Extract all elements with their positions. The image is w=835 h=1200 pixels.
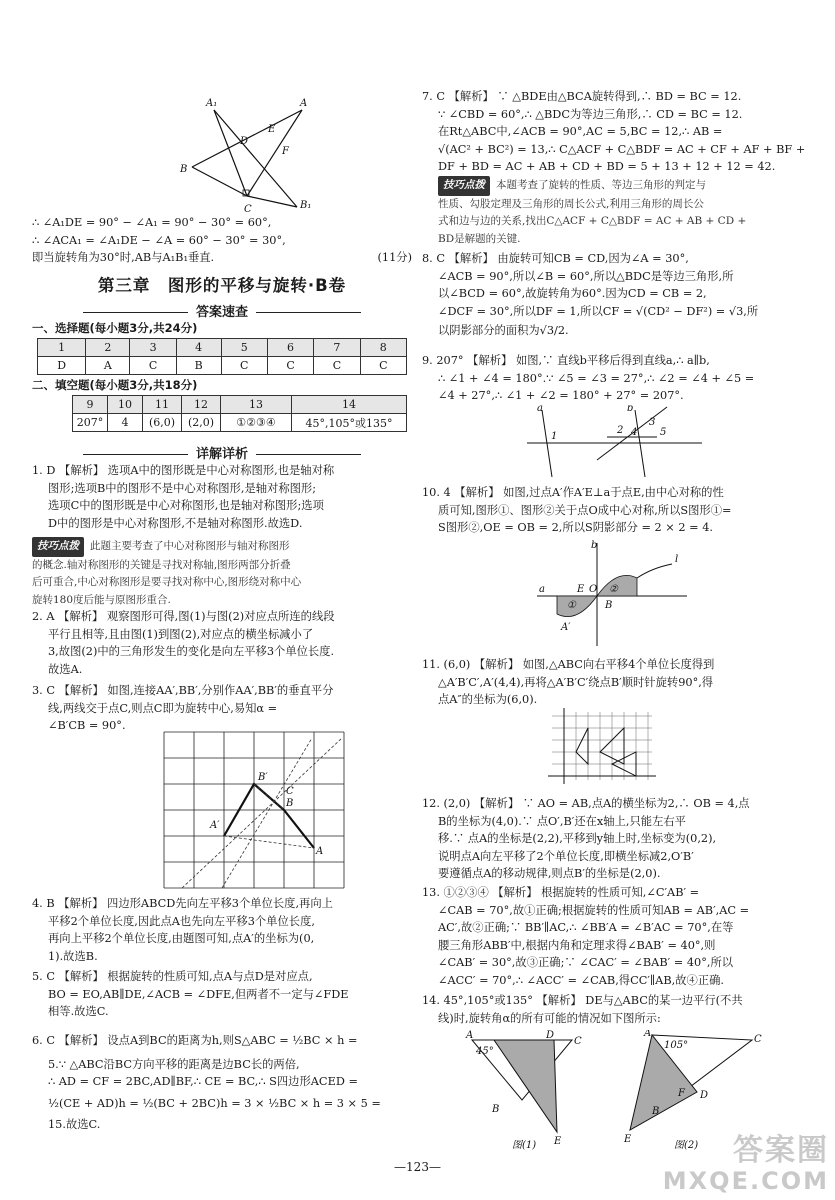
watermark-text: 答案圈 <box>733 1133 829 1168</box>
text-line: 7. C 【解析】 ∵ △BDE由△BCA旋转得到,∴ BD = BC = 12. <box>422 90 742 103</box>
text-line: ∠ACB = 90°,所以∠B = 60°,所以△BDC是等边三角形,所 <box>438 269 734 283</box>
watermark-sub: MXQE.COM <box>662 1167 829 1195</box>
fig-label: D <box>546 1030 555 1041</box>
text-line: 1. D 【解析】 选项A中的图形既是中心对称图形,也是轴对称 <box>32 464 335 477</box>
text-line: 要遵循点A的移动规律,则点B′的坐标是(2,0). <box>438 867 661 881</box>
fig-angle-label: 105° <box>664 1040 689 1051</box>
text-line: ∵ ∠CBD = 60°,∴ △BDC为等边三角形,∴ CD = BC = 12. <box>438 107 743 121</box>
table-row <box>73 414 407 432</box>
grid-lines <box>552 712 652 780</box>
text-line: 以∠BCD = 60°,故旋转角为60°.因为CD = CB = 2, <box>438 287 707 301</box>
text-line: 2. A 【解析】 观察图形可得,图(1)与图(2)对应点所连的线段 <box>32 610 335 623</box>
table-cell: 8 <box>360 339 406 357</box>
table-cell: C <box>221 357 267 375</box>
fig-label-e: E <box>268 124 276 135</box>
fig-label: C <box>574 1036 582 1047</box>
fig-label-f: F <box>282 146 289 157</box>
table-cell: 13 <box>221 396 292 414</box>
table-cell: 7 <box>314 339 360 357</box>
fig-label: B <box>605 600 613 611</box>
triangle-abc <box>576 728 588 764</box>
text-line: √(AC² + BC²) = 13,∴ C△ACF + C△BDF = AC + CF + AF + BF + <box>438 142 806 156</box>
fig-label: D <box>700 1090 709 1101</box>
top-conclusion <box>32 214 412 267</box>
question-5 <box>32 968 412 1021</box>
question-7 <box>422 88 808 176</box>
text-line: 点A″的坐标为(6,0). <box>438 693 538 707</box>
table-cell: 4 <box>108 414 143 432</box>
answer-table-1 <box>37 338 407 375</box>
grid-figure <box>162 730 347 890</box>
text-line: 相等.故选C. <box>48 1005 109 1019</box>
text-span: 即当旋转角为30°时,AB与A₁B₁垂直. <box>32 251 215 265</box>
question-9 <box>422 352 808 405</box>
text-line: DF + BD = AC + AB + CD + BD = 5 + 13 + 12 + 12 = 42. <box>438 160 776 174</box>
table-row <box>73 396 407 414</box>
text-line: ∠DCF = 30°,所以DF = 1,所以CF = √(CD² − DF²) = √3,所 <box>438 304 759 318</box>
tip-7 <box>422 176 808 248</box>
text-line: ∴ ∠A₁DE = 90° − ∠A₁ = 90° − 30° = 60°, <box>32 216 272 229</box>
fig-label-a: A <box>300 98 308 109</box>
table-cell: 1 <box>38 339 86 357</box>
text-line: ∴ ∠1 + ∠4 = 180°.∵ ∠5 = ∠3 = 27°,∴ ∠2 = ∠4 + ∠5 = <box>438 371 755 385</box>
section-fill: 二、填空题(每小题3分,共18分) <box>32 378 198 392</box>
table-cell: 6 <box>267 339 313 357</box>
text-line: 1).故选B. <box>48 949 98 963</box>
table-cell: 2 <box>86 339 130 357</box>
fig-label: A <box>644 1030 652 1039</box>
text-span: 本题考查了旋转的性质、等边三角形的判定与 <box>496 179 706 191</box>
score: (11分) <box>377 251 412 265</box>
shaded-shape-1 <box>557 596 597 617</box>
fig-label: a <box>537 405 543 414</box>
fig-label: 2 <box>617 425 624 436</box>
triangle-ade <box>494 1040 557 1132</box>
text-span: 此题主要考查了中心对称图形与轴对称图形 <box>90 540 290 552</box>
fig-angle-label: 45° <box>476 1046 494 1057</box>
section-choice: 一、选择题(每小题3分,共24分) <box>32 321 198 335</box>
text-line: 选项C中的图形既是中心对称图形,也是轴对称图形;选项 <box>48 499 324 513</box>
tip-badge: 技巧点拨 <box>438 176 490 196</box>
fig-label-b: B <box>180 164 188 175</box>
answer-banner: 答案速查 <box>32 301 412 320</box>
table-cell: 10 <box>108 396 143 414</box>
text-line: ∴ AD = CF = 2BC,AD∥BF,∴ CE = BC,∴ S四边形ACED = <box>48 1075 358 1089</box>
table-cell: A <box>86 357 130 375</box>
question-13 <box>422 884 808 990</box>
fig-label: 4 <box>631 427 638 438</box>
question-11 <box>422 656 808 709</box>
fig-label-d: D <box>240 136 249 147</box>
fig-label: E <box>577 584 585 595</box>
fig-label: ① <box>567 600 576 611</box>
text-line: 图形;选项B中的图形不是中心对称图形,是轴对称图形; <box>48 481 317 495</box>
chapter-title: 第三章 图形的平移与旋转·B卷 <box>97 276 347 295</box>
coordinate-grid-figure <box>542 708 657 788</box>
text-line: 9. 207° 【解析】 如图,∵ 直线b平移后得到直线a,∴ a∥b, <box>422 354 710 367</box>
table-cell: 207° <box>73 414 108 432</box>
fig-label: b <box>591 540 598 551</box>
fig-label: 1 <box>551 431 558 442</box>
text-line: 6. C 【解析】 设点A到BC的距离为h,则S△ABC = ½BC × h = <box>32 1034 358 1047</box>
text-line: △A′B′C′,A′(4,4),再将△A′B′C′绕点B′顺时针旋转90°,得 <box>438 675 714 689</box>
figure-14-1 <box>462 1030 602 1150</box>
text-line: 平移2个单位长度,因此点A也先向左平移3个单位长度, <box>48 914 315 928</box>
fig-label: E <box>624 1134 632 1145</box>
fig-label: A <box>466 1030 474 1041</box>
table-cell: (6,0) <box>143 414 182 432</box>
text-line: 15.故选C. <box>48 1118 101 1132</box>
fig-label: O <box>589 584 598 595</box>
text-line: ∠ACC′ = 70°,∴ ∠ACC′ = ∠CAB,得CC′∥AB,故④正确. <box>438 973 724 987</box>
table-cell: B <box>176 357 221 375</box>
table-cell: 12 <box>182 396 221 414</box>
table-cell: (2,0) <box>182 414 221 432</box>
fig-label: F <box>678 1088 685 1099</box>
table-row <box>38 357 407 375</box>
text-line <box>32 249 412 267</box>
table-cell: D <box>38 357 86 375</box>
watermark-logo <box>662 1133 829 1196</box>
rotated-path <box>224 784 314 848</box>
text-line: 5.∵ △ABC沿BC方向平移的距离是边BC长的两倍, <box>48 1057 300 1071</box>
text-line: AC′,故②正确;∵ BB′∥AC,∴ ∠BB′A = ∠B′AC = 70°,在等 <box>438 921 734 935</box>
text-line: 14. 45°,105°或135° 【解析】 DE与△ABC的某一边平行(不共 <box>422 994 743 1007</box>
table-row <box>38 339 407 357</box>
text-line: 再向上平移2个单位长度,由题图可知,点A′的坐标为(0, <box>48 932 315 946</box>
text-line: ½(CE + AD)h = ½(BC + 2BC)h = 3 × ½BC × h = 3 × 5 = <box>48 1096 381 1110</box>
table-cell: 4 <box>176 339 221 357</box>
grid-lines <box>164 732 344 888</box>
fig-label: A′ <box>561 622 571 633</box>
table-cell: C <box>130 357 176 375</box>
table-cell: 3 <box>130 339 176 357</box>
text-line: S图形②,OE = OB = 2,所以S阴影部分 = 2 × 2 = 4. <box>438 521 713 535</box>
fig-label: E <box>554 1136 562 1147</box>
fig-label-a1: A₁ <box>206 98 218 109</box>
text-line: BO = EO,AB∥DE,∠ACB = ∠DFE,但两者不一定与∠FDE <box>48 987 349 1001</box>
text-line: 线)时,旋转角α的所有可能的情况如下图所示: <box>438 1011 661 1025</box>
text-line: 说明点A向左平移了2个单位长度,即横坐标减2,O′B′ <box>438 849 694 863</box>
text-line: 4. B 【解析】 四边形ABCD先向左平移3个单位长度,再向上 <box>32 897 333 910</box>
dashed-bisector <box>222 738 312 888</box>
text-line: 故选A. <box>48 662 83 676</box>
question-2 <box>32 608 412 678</box>
text-line: ∠CAB = 70°,故①正确;根据旋转的性质可知AB = AB′,AC = <box>438 903 750 917</box>
question-10 <box>422 484 808 537</box>
dashed-connector <box>224 836 314 848</box>
fig-line-bc <box>192 167 247 196</box>
fig-label-b1: B₁ <box>300 200 312 211</box>
fig-label: 3 <box>649 417 656 428</box>
text-line: ∠B′CB = 90°. <box>48 719 126 733</box>
grid-label: B <box>286 798 294 809</box>
fig-caption: 图(1) <box>512 1140 537 1150</box>
fig-label: b <box>627 405 634 414</box>
text-line: 旋转180度后能与原图形重合. <box>32 593 171 606</box>
table-cell: C <box>360 357 406 375</box>
table-cell: 5 <box>221 339 267 357</box>
page-number: —123— <box>394 1160 441 1174</box>
fig-label: l <box>675 554 679 565</box>
text-line: B的坐标为(4,0).∵ 点O′,B′还在x轴上,只能左右平 <box>438 814 686 828</box>
tip-1 <box>32 537 412 609</box>
fig-caption: 图(2) <box>674 1140 699 1150</box>
text-line: 13. ①②③④ 【解析】 根据旋转的性质可知,∠C′AB′ = <box>422 886 700 899</box>
text-line: 12. (2,0) 【解析】 ∵ AO = AB,点A的横坐标为2,∴ OB = 4,点 <box>422 797 750 810</box>
dashed-bisector <box>182 738 342 888</box>
text-line: ∠CAB′ = 30°,故③正确;∵ ∠CAC′ = ∠BAB′ = 40°,所以 <box>438 956 734 970</box>
fig-label: C <box>754 1034 762 1045</box>
text-line: 以阴影部分的面积为√3/2. <box>438 324 569 338</box>
question-8 <box>422 250 808 340</box>
grid-label: A′ <box>210 820 220 831</box>
table-cell: C <box>314 357 360 375</box>
text-line: ∠4 + 27°,∴ ∠1 + ∠2 = 180° + 27° = 207°. <box>438 389 684 403</box>
text-line: 质可知,图形①、图形②关于点O成中心对称,所以S图形①= <box>438 503 732 517</box>
table-cell: 9 <box>73 396 108 414</box>
fig-label: ② <box>609 584 618 595</box>
question-14 <box>422 992 808 1027</box>
tip-badge: 技巧点拨 <box>32 537 84 557</box>
text-line: 移.∵ 点A的坐标是(2,2),平移到y轴上时,坐标变为(0,2), <box>438 832 717 846</box>
question-4 <box>32 895 412 965</box>
text-line: 后可重合,中心对称图形是要寻找对称中心,图形绕对称中心 <box>32 576 302 589</box>
fig-label: 5 <box>660 427 667 438</box>
answer-table-2 <box>72 395 407 432</box>
question-1 <box>32 462 412 532</box>
rotation-figure <box>152 92 332 217</box>
text-line: 平行且相等,且由图(1)到图(2),对应点的横坐标减小了 <box>48 627 314 641</box>
text-line: 性质、勾股定理及三角形的周长公式,利用三角形的周长公 <box>438 197 704 210</box>
table-cell: 11 <box>143 396 182 414</box>
text-line: 3. C 【解析】 如图,连接AA′,BB′,分别作AA′,BB′的垂直平分 <box>32 684 334 697</box>
text-line: D中的图形是中心对称图形,不是轴对称图形.故选D. <box>48 516 303 530</box>
curve-l <box>637 564 672 578</box>
text-line: 的概念.轴对称图形的关键是寻找对称轴,图形两部分折叠 <box>32 558 291 571</box>
fig-line-ac <box>247 110 302 196</box>
text-line: 8. C 【解析】 由旋转可知CB = CD,因为∠A = 30°, <box>422 252 689 265</box>
table-cell: ①②③④ <box>221 414 292 432</box>
text-line: 在Rt△ABC中,∠ACB = 90°,AC = 5,BC = 12,∴ AB = <box>438 125 723 139</box>
table-cell: 14 <box>292 396 407 414</box>
text-line: 10. 4 【解析】 如图,过点A′作A′E⊥a于点E,由中心对称的性 <box>422 486 724 499</box>
figure-14-2 <box>622 1030 772 1150</box>
text-line: BD是解题的关键. <box>438 232 521 245</box>
text-line: 腰三角形ABB′中,根据内角和定理求得∠BAB′ = 40°,则 <box>438 938 716 952</box>
table-cell: 45°,105°或135° <box>292 414 407 432</box>
text-line: 式和边与边的关系,找出C△ACF + C△BDF = AC + AB + CD + <box>438 215 747 228</box>
text-line: 线,两线交于点C,则点C即为旋转中心,易知α = <box>48 701 278 715</box>
grid-label: C <box>286 786 294 797</box>
table-cell: C <box>267 357 313 375</box>
grid-label: B′ <box>258 772 268 783</box>
fig-label: B <box>652 1106 660 1117</box>
text-line: 3,故图(2)中的三角形发生的变化是向左平移3个单位长度. <box>48 645 335 659</box>
question-6 <box>32 1032 412 1134</box>
grid-label: A <box>316 846 324 857</box>
detail-banner: 详解详析 <box>32 443 412 462</box>
question-12 <box>422 795 808 883</box>
central-symmetry-figure <box>537 538 687 648</box>
fig-line-a1b1 <box>214 110 297 207</box>
fig-label: B <box>492 1104 500 1115</box>
question-3 <box>32 682 412 735</box>
parallel-lines-figure <box>527 405 707 480</box>
fig-label: a <box>539 584 545 595</box>
text-line: 11. (6,0) 【解析】 如图,△ABC向右平移4个单位长度得到 <box>422 658 715 671</box>
text-line: 5. C 【解析】 根据旋转的性质可知,点A与点D是对应点, <box>32 970 313 983</box>
fig-label-c: C <box>244 204 252 215</box>
text-line: ∴ ∠ACA₁ = ∠A₁DE − ∠A = 60° − 30° = 30°, <box>32 233 286 247</box>
